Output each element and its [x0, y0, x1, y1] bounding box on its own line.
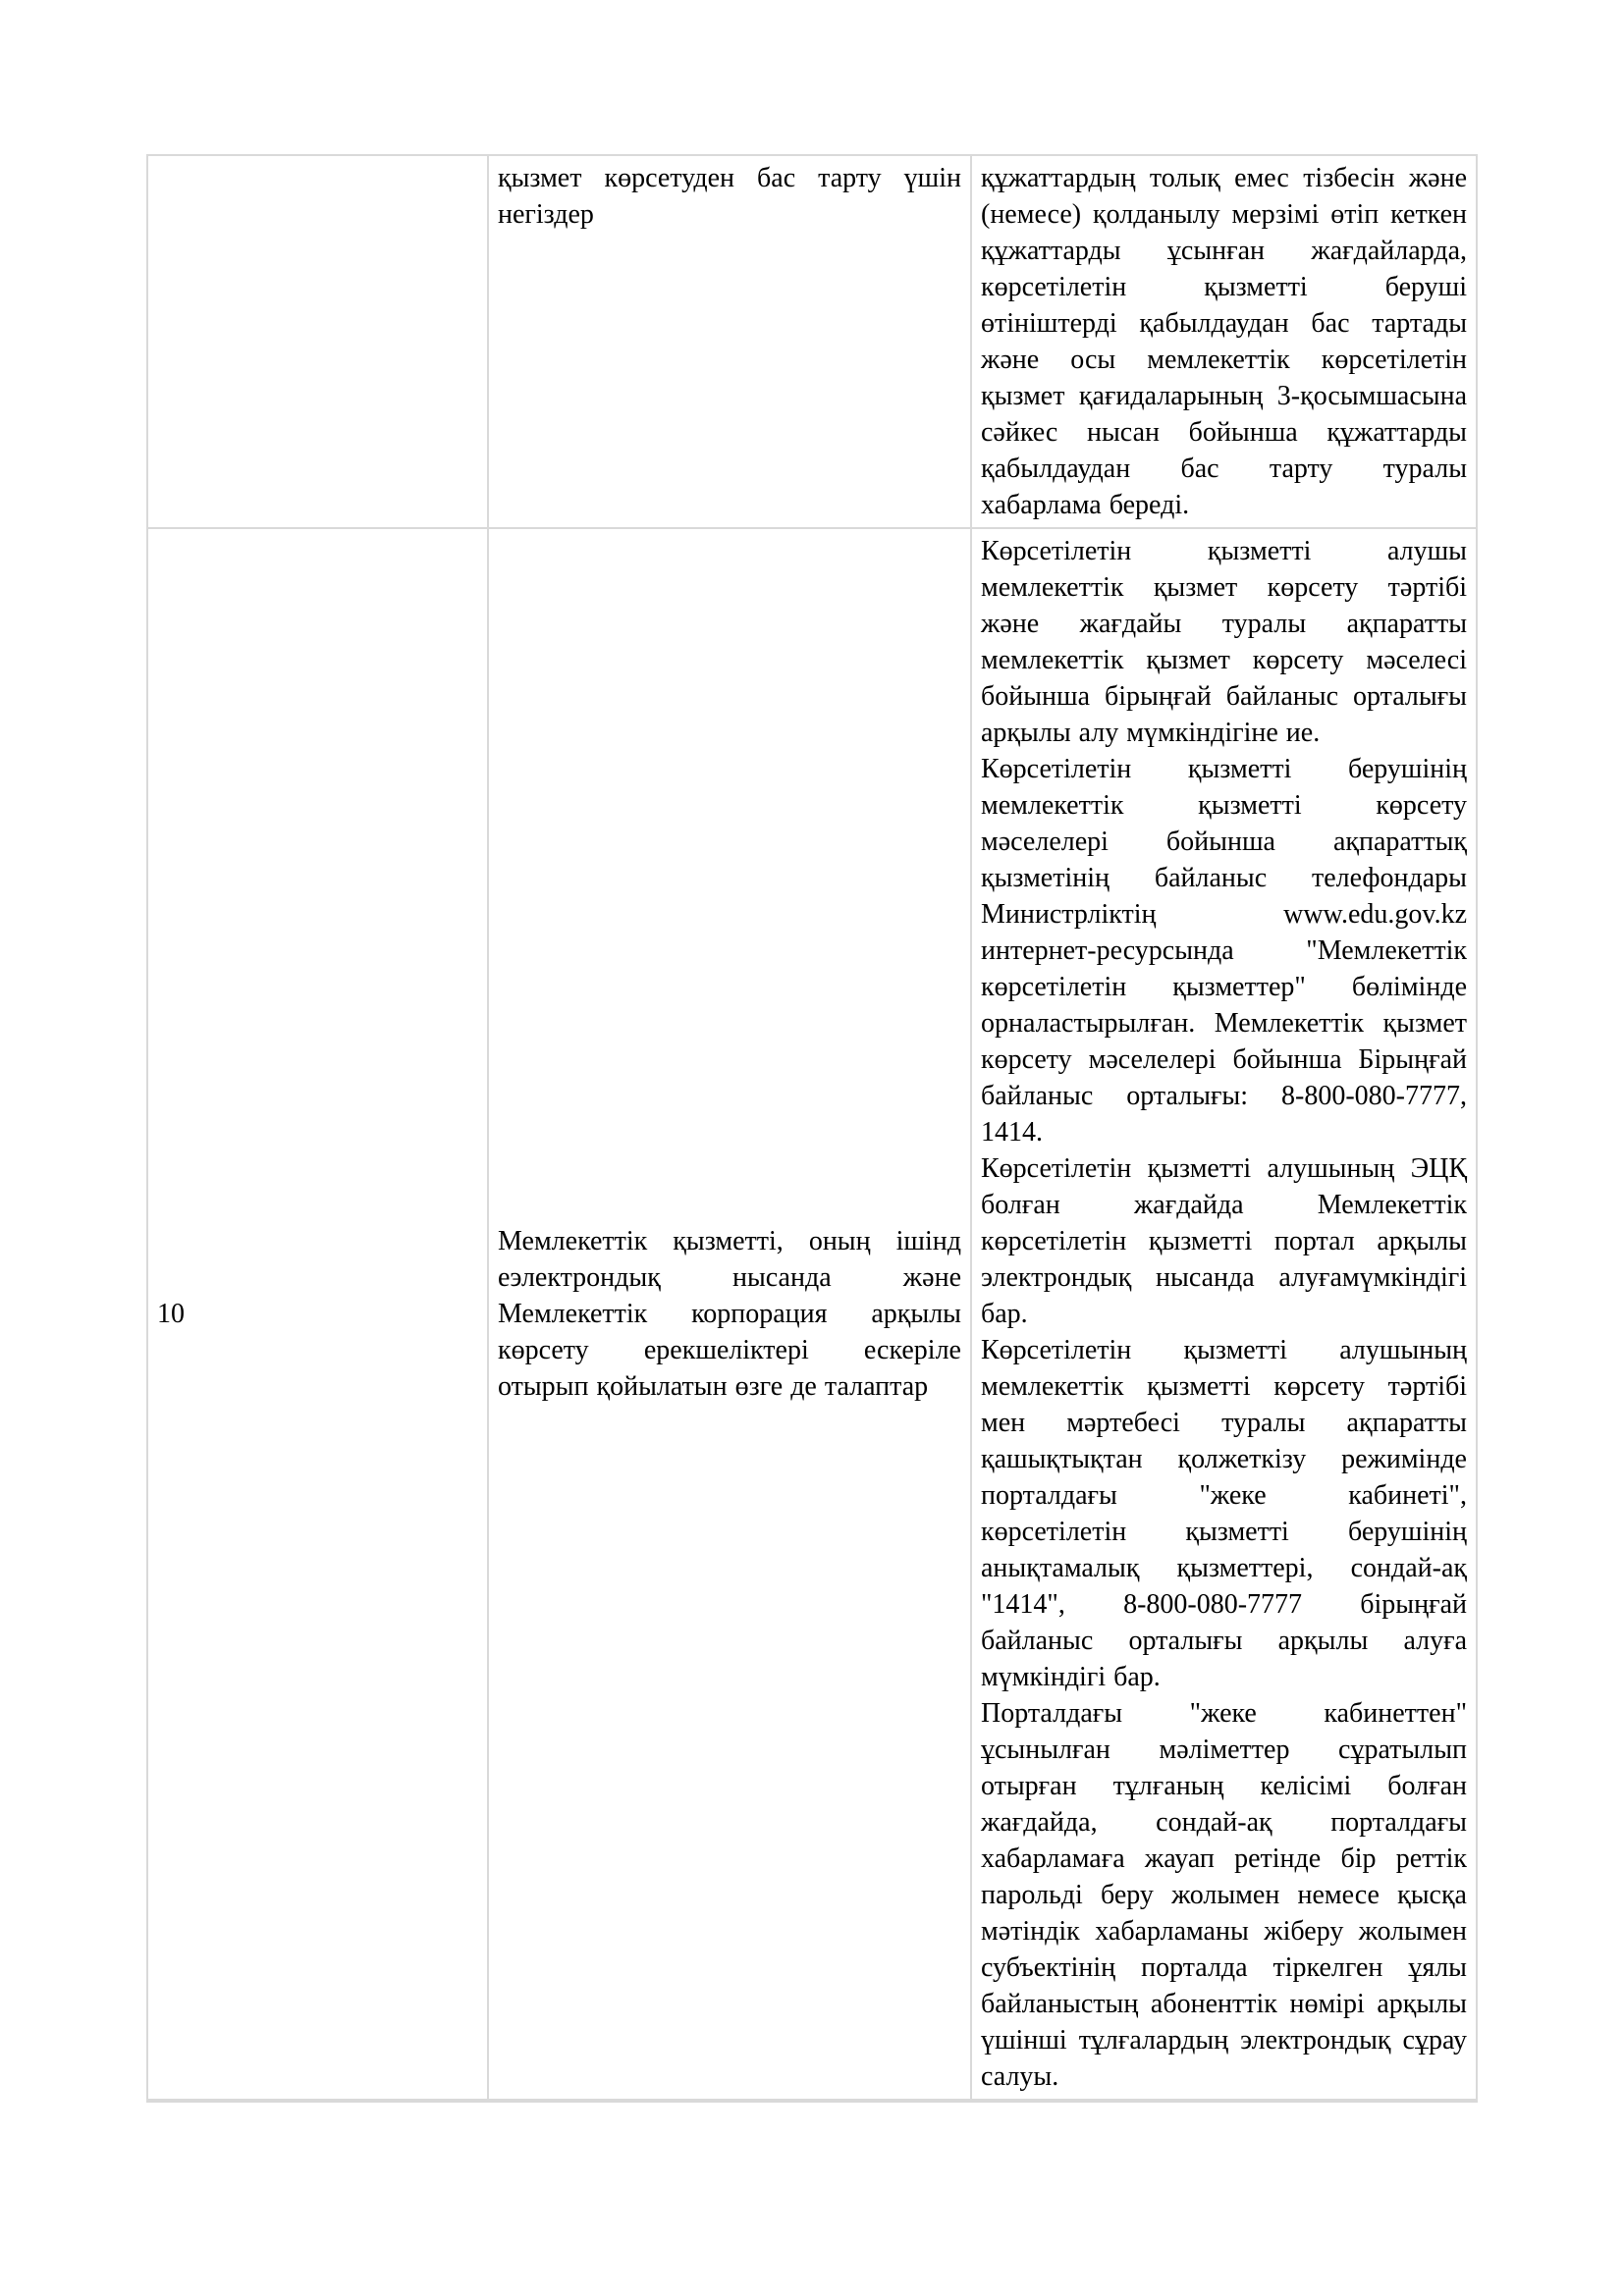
paragraph: құжаттардың толық емес тізбесін және (немесе) қолданылу мерзімі өтіп кеткен құжаттарды ұсынған жағдайларда, көрсетілетін қызметті беруші өтініштерді қабылдаудан бас тартады және осы мемлекеттік көрсетілетін қызмет қағидаларының 3-қосымшасына сәйкес нысан бойынша құжаттарды қабылдаудан бас тарту туралы хабарлама береді.	[981, 163, 1467, 520]
row1-description-cell	[971, 155, 1477, 528]
paragraph: Порталдағы "жеке кабинеттен" ұсынылған мәліметтер сұратылып отырған тұлғаның келісімі болған жағдайда, сондай-ақ порталдағы хабарламаға жауап ретінде бір реттік парольді беру жолымен немесе қысқа мәтіндік хабарламаны жіберу жолымен субъектінің порталда тіркелген ұялы байланыстың абоненттік нөмірі арқылы үшінші тұлғалардың электрондық сұрау салуы.	[981, 1698, 1467, 2092]
row2-number-cell: 10	[147, 528, 488, 2101]
table-row-continuation	[147, 155, 1477, 528]
paragraph: Көрсетілетін қызметті берушінің мемлекеттік қызметті көрсету мәселелері бойынша ақпараттық қызметінің байланыс телефондары Министрліктің www.edu.gov.kz интернет-ресурсында "Мемлекеттік көрсетілетін қызметтер" бөлімінде орналастырылған. Мемлекеттік қызмет көрсету мәселелері бойынша Бірыңғай байланыс орталығы: 8-800-080-7777, 1414.	[981, 754, 1467, 1148]
paragraph: Көрсетілетін қызметті алушы мемлекеттік қызмет көрсету тәртібі және жағдайы туралы ақпаратты мемлекеттік қызмет көрсету мәселесі бойынша бірыңғай байланыс орталығы арқылы алу мүмкіндігіне ие.	[981, 536, 1467, 748]
row2-criteria-cell: Мемлекеттік қызметті, оның ішінд еэлектрондық нысанда және Мемлекеттік корпорация арқылы көрсету ерекшеліктері ескеріле отырып қойылатын өзге де талаптар	[488, 528, 971, 2101]
row2-description-cell	[971, 528, 1477, 2101]
paragraph: Көрсетілетін қызметті алушының ЭЦҚ болған жағдайда Мемлекеттік көрсетілетін қызметті портал арқылы электрондық нысанда алуғамүмкіндігі бар.	[981, 1153, 1467, 1329]
row1-criteria-cell: қызмет көрсетуден бас тарту үшін негіздер	[488, 155, 971, 528]
state-service-rules-table	[146, 154, 1478, 2103]
table-row-10	[147, 528, 1477, 2101]
row1-number-cell	[147, 155, 488, 528]
paragraph: Көрсетілетін қызметті алушының мемлекеттік қызметті көрсету тәртібі мен мәртебесі туралы ақпаратты қашықтықтан қолжеткізу режимінде порталдағы "жеке кабинеті", көрсетілетін қызметті берушінің анықтамалық қызметтері, сондай-ақ "1414", 8-800-080-7777 бірыңғай байланыс орталығы арқылы алуға мүмкіндігі бар.	[981, 1335, 1467, 1692]
